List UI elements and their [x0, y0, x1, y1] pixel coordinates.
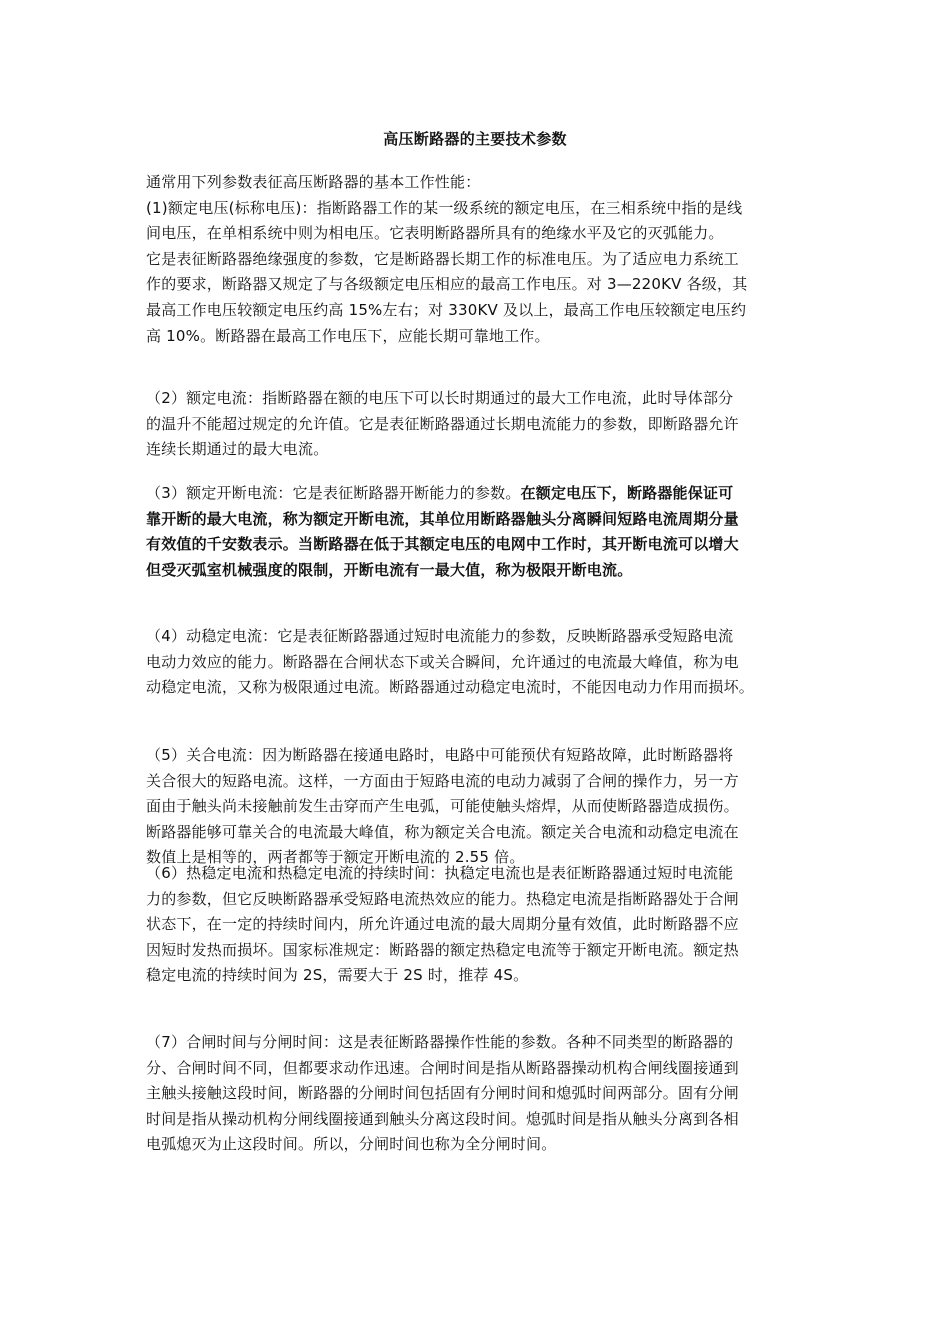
text-line: 电动力效应的能力。断路器在合闸状态下或关合瞬间，允许通过的电流最大峰值，称为电 [146, 652, 739, 671]
text-line: 它是表征断路器绝缘强度的参数，它是断路器长期工作的标准电压。为了适应电力系统工 [146, 249, 739, 268]
text-line: 作的要求，断路器又规定了与各级额定电压相应的最高工作电压。对 3—220KV 各级，其 [146, 275, 748, 294]
text-line: 因短时发热而损坏。国家标准规定：断路器的额定热稳定电流等于额定开断电流。额定热 [146, 940, 739, 959]
text-line-bold: 靠开断的最大电流，称为额定开断电流，其单位用断路器触头分离瞬间短路电流周期分量 [146, 509, 739, 528]
text-line: 连续长期通过的最大电流。 [146, 440, 329, 459]
text-line: 间电压，在单相系统中则为相电压。它表明断路器所具有的绝缘水平及它的灭弧能力。 [146, 224, 724, 243]
text-line: 面由于触头尚未接触前发生击穿而产生电弧，可能使触头熔焊，从而使断路器造成损伤。 [146, 797, 739, 816]
text-line: 最高工作电压较额定电压约高 15%左右；对 330KV 及以上，最高工作电压较额定电压约 [146, 300, 747, 319]
text-line-bold: 有效值的千安数表示。当断路器在低于其额定电压的电网中工作时，其开断电流可以增大 [146, 535, 739, 554]
section-rated-voltage [146, 170, 810, 349]
text-line: 主触头接触这段时间，断路器的分闸时间包括固有分闸时间和熄弧时间两部分。固有分闸 [146, 1084, 739, 1103]
text-line: 高 10%。断路器在最高工作电压下，应能长期可靠地工作。 [146, 326, 550, 345]
text-line: 力的参数，但它反映断路器承受短路电流热效应的能力。热稳定电流是指断路器处于合闸 [146, 889, 739, 908]
text-line: 关合很大的短路电流。这样，一方面由于短路电流的电动力减弱了合闸的操作力，另一方 [146, 771, 739, 790]
text-normal: （3）额定开断电流：它是表征断路器开断能力的参数。 [146, 484, 521, 502]
text-line: 稳定电流的持续时间为 2S，需要大于 2S 时，推荐 4S。 [146, 966, 529, 985]
text-line: (1)额定电压(标称电压)：指断路器工作的某一级系统的额定电压，在三相系统中指的是线 [146, 198, 743, 217]
text-line: （5）关合电流：因为断路器在接通电路时，电路中可能预伏有短路故障，此时断路器将 [146, 746, 734, 764]
section-rated-breaking-current [146, 481, 810, 583]
text-line-bold: 但受灭弧室机械强度的限制，开断电流有一最大值，称为极限开断电流。 [146, 560, 633, 579]
text-line: 的温升不能超过规定的允许值。它是表征断路器通过长期电流能力的参数，即断路器允许 [146, 414, 739, 433]
text-line [146, 481, 810, 507]
text-line: 分、合闸时间不同，但都要求动作迅速。合闸时间是指从断路器操动机构合闸线圈接通到 [146, 1058, 739, 1077]
section-closing-opening-time [146, 1030, 810, 1158]
text-line: （4）动稳定电流：它是表征断路器通过短时电流能力的参数，反映断路器承受短路电流 [146, 627, 734, 645]
text-line: （2）额定电流：指断路器在额的电压下可以长时期通过的最大工作电流，此时导体部分 [146, 389, 734, 407]
section-making-current [146, 743, 810, 871]
text-bold: 在额定电压下，断路器能保证可 [520, 484, 734, 502]
section-rated-current [146, 386, 810, 463]
text-line: （7）合闸时间与分闸时间：这是表征断路器操作性能的参数。各种不同类型的断路器的 [146, 1033, 734, 1051]
text-line: 数值上是相等的，两者都等于额定开断电流的 2.55 倍。 [146, 848, 525, 867]
text-line: 时间是指从操动机构分闸线圈接通到触头分离这段时间。熄弧时间是指从触头分离到各相 [146, 1109, 739, 1128]
section-dynamic-stable-current [146, 624, 810, 701]
text-line: （6）热稳定电流和热稳定电流的持续时间：执稳定电流也是表征断路器通过短时电流能 [146, 864, 734, 882]
text-line: 断路器能够可靠关合的电流最大峰值，称为额定关合电流。额定关合电流和动稳定电流在 [146, 822, 739, 841]
document-title: 高压断路器的主要技术参数 [383, 130, 567, 148]
text-line: 状态下，在一定的持续时间内，所允许通过电流的最大周期分量有效值，此时断路器不应 [146, 915, 739, 934]
intro-line: 通常用下列参数表征高压断路器的基本工作性能： [146, 173, 481, 191]
text-line: 动稳定电流，又称为极限通过电流。断路器通过动稳定电流时，不能因电动力作用而损坏。 [146, 678, 755, 697]
section-thermal-stable-current [146, 861, 810, 989]
text-line: 电弧熄灭为止这段时间。所以，分闸时间也称为全分闸时间。 [146, 1135, 557, 1154]
